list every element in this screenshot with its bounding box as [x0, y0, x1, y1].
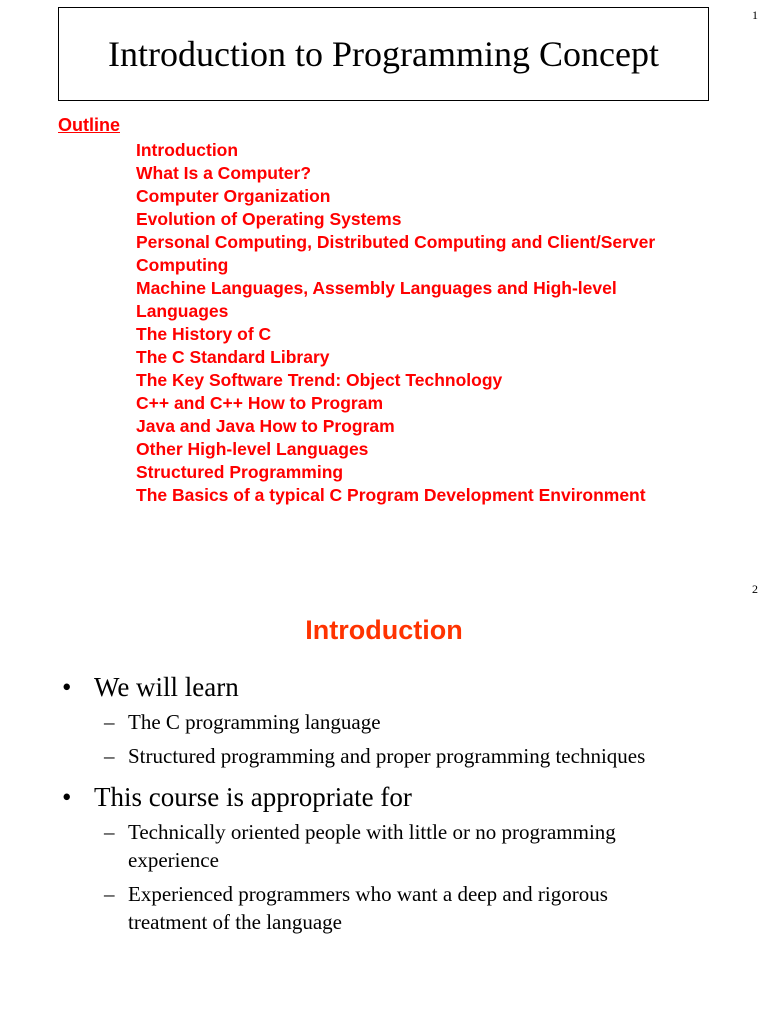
sub-bullet-item: [56, 742, 756, 770]
sub-bullet-text: The C programming language: [128, 710, 381, 734]
sub-bullet-text: Technically oriented people with little or no programming: [128, 820, 616, 844]
bullet-symbol: •: [62, 672, 72, 702]
sub-bullet-text: Structured programming and proper programming techniques: [128, 744, 646, 768]
dash-symbol: –: [104, 710, 115, 734]
outline-list: [136, 139, 736, 507]
outline-item: The Key Software Trend: Object Technology: [136, 370, 503, 390]
bullet-item: [56, 670, 756, 704]
sub-bullet-item: [56, 880, 756, 936]
page-title: Introduction to Programming Concept: [108, 34, 659, 74]
outline-item: Computing: [136, 255, 229, 275]
page-number-1: 1: [752, 8, 758, 22]
sub-bullet-text: Experienced programmers who want a deep and rigorous: [128, 882, 608, 906]
dash-symbol: –: [104, 820, 115, 844]
outline-item: The Basics of a typical C Program Development Environment: [136, 485, 646, 505]
outline-item: Machine Languages, Assembly Languages and High-level: [136, 278, 617, 298]
page-number-2: 2: [752, 582, 758, 596]
sub-bullet-text: experience: [128, 848, 219, 872]
bullet-symbol: •: [62, 782, 72, 812]
outline-item: Computer Organization: [136, 186, 331, 206]
dash-symbol: –: [104, 882, 115, 906]
dash-symbol: –: [104, 744, 115, 768]
bullet-list: [56, 670, 756, 936]
outline-item: Languages: [136, 301, 229, 321]
outline-item: What Is a Computer?: [136, 163, 312, 183]
outline-item: Structured Programming: [136, 462, 344, 482]
outline-item: Introduction: [136, 140, 239, 160]
section-heading: Introduction: [305, 615, 463, 645]
bullet-item: [56, 780, 756, 814]
sub-bullet-text: treatment of the language: [128, 910, 342, 934]
outline-item: Other High-level Languages: [136, 439, 369, 459]
sub-bullet-item: [56, 708, 756, 736]
outline-heading: Outline: [58, 115, 120, 135]
bullet-text: We will learn: [94, 672, 239, 702]
bullet-text: This course is appropriate for: [94, 782, 412, 812]
sub-bullet-item: [56, 818, 756, 874]
outline-item: Evolution of Operating Systems: [136, 209, 402, 229]
outline-item: Personal Computing, Distributed Computing and Client/Server: [136, 232, 656, 252]
outline-item: C++ and C++ How to Program: [136, 393, 383, 413]
title-box: [58, 7, 709, 101]
outline-item: The History of C: [136, 324, 272, 344]
outline-item: The C Standard Library: [136, 347, 330, 367]
outline-item: Java and Java How to Program: [136, 416, 395, 436]
